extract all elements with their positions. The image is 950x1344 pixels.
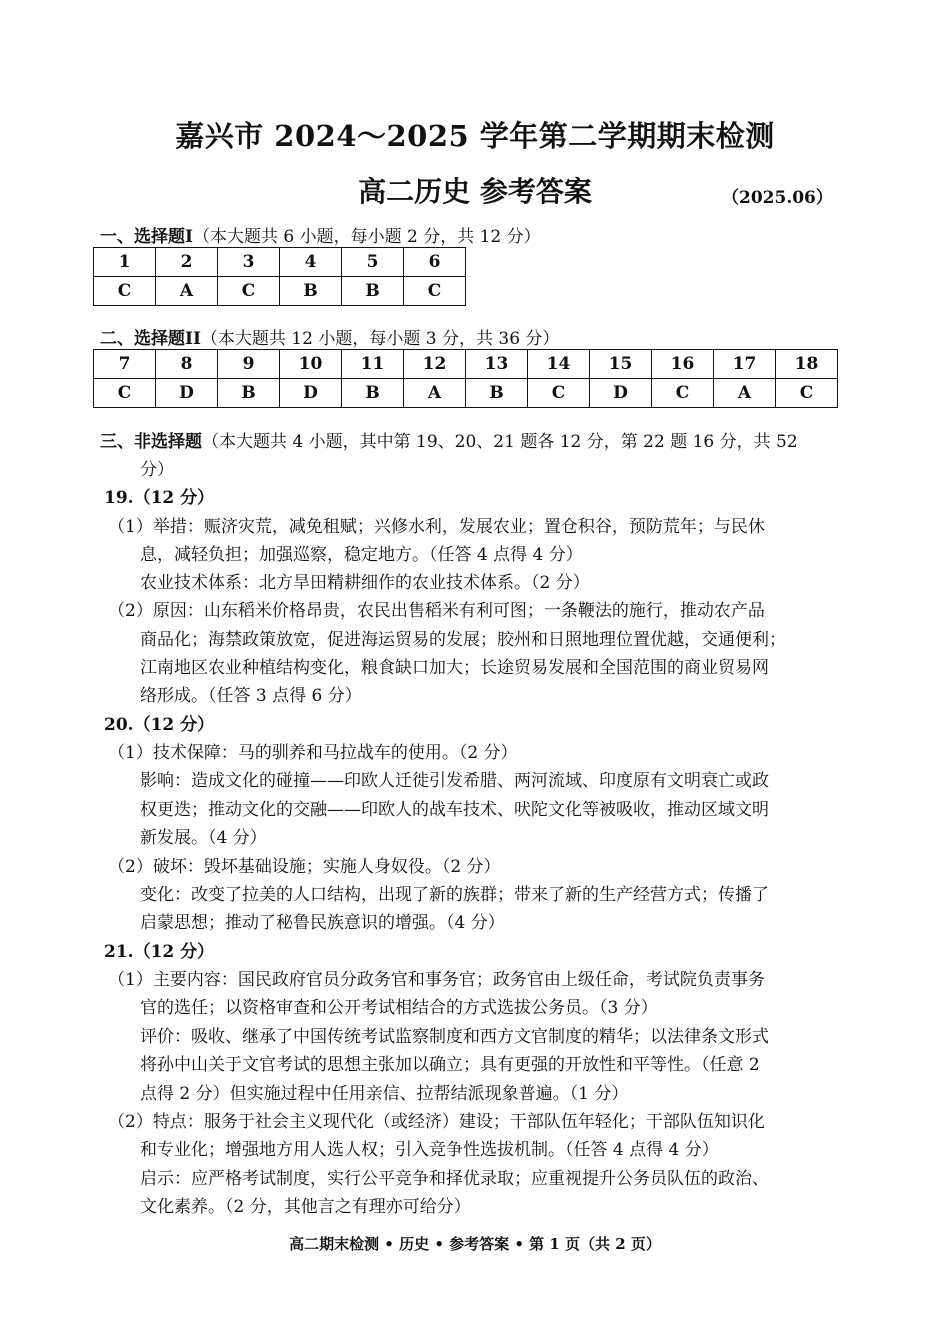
exam-title: 嘉兴市 2024～2025 学年第二学期期末检测 [175,119,775,153]
answer-line: 和专业化；增强地方用人选人权；引入竞争性选拔机制。（任答 4 点得 4 分） [140,1140,719,1160]
answer-line: （2）原因：山东稻米价格昂贵，农民出售稻米有利可图；一条鞭法的施行，推动农产品 [108,601,765,621]
table-cell: 14 [528,350,590,379]
table-cell: 16 [652,350,714,379]
table-cell: B [218,379,280,408]
section2-number-row [94,350,838,379]
section3-hint-continued: 分） [140,460,174,480]
table-cell: C [218,277,280,306]
table-cell: 10 [280,350,342,379]
table-cell: B [280,277,342,306]
table-cell: D [156,379,218,408]
exam-date: （2025.06） [722,188,833,208]
section2-answer-table [93,349,838,408]
table-cell: 12 [404,350,466,379]
table-cell: 1 [94,248,156,277]
answer-line: 将孙中山关于文官考试的思想主张加以确立；具有更强的开放性和平等性。（任意 2 [140,1055,760,1075]
answer-line: 息，减轻负担；加强巡察，稳定地方。（任答 4 点得 4 分） [140,545,583,565]
table-cell: D [280,379,342,408]
table-cell: 8 [156,350,218,379]
table-cell: A [714,379,776,408]
section2-title: 二、选择题II [100,329,201,349]
answer-line: 评价：吸收、继承了中国传统考试监察制度和西方文官制度的精华；以法律条文形式 [140,1027,769,1047]
table-cell: 5 [342,248,404,277]
table-cell: 15 [590,350,652,379]
table-cell: 7 [94,350,156,379]
section2-answer-row [94,379,838,408]
section3-hint: （本大题共 4 小题，其中第 19、20、21 题各 12 分，第 22 题 16 分，共 52 [202,432,798,452]
table-cell: B [342,379,404,408]
table-cell: C [528,379,590,408]
answer-line: 变化：改变了拉美的人口结构，出现了新的族群；带来了新的生产经营方式；传播了 [140,885,769,905]
answer-line: 启示：应严格考试制度，实行公平竞争和择优录取；应重视提升公务员队伍的政治、 [140,1169,769,1189]
answer-line: （2）特点：服务于社会主义现代化（或经济）建设；干部队伍年轻化；干部队伍知识化 [108,1112,765,1132]
table-cell: 4 [280,248,342,277]
answer-line: 文化素养。（2 分，其他言之有理亦可给分） [140,1197,471,1217]
answer-line: 权更迭；推动文化的交融——印欧人的战车技术、吠陀文化等被吸收，推动区域文明 [140,800,769,820]
section1-answer-row [94,277,466,306]
table-cell: A [404,379,466,408]
answer-line: （2）破坏：毁坏基础设施；实施人身奴役。（2 分） [108,857,501,877]
section2-heading [100,324,559,349]
table-cell: A [156,277,218,306]
table-cell: 13 [466,350,528,379]
table-cell: 6 [404,248,466,277]
table-cell: B [342,277,404,306]
table-cell: C [652,379,714,408]
table-cell: 11 [342,350,404,379]
table-cell: 18 [776,350,838,379]
answer-line: 江南地区农业种植结构变化，粮食缺口加大；长途贸易发展和全国范围的商业贸易网 [140,658,769,678]
answer-line: （1）主要内容：国民政府官员分政务官和事务官；政务官由上级任命，考试院负责事务 [108,970,765,990]
table-cell: 3 [218,248,280,277]
section3-heading [100,427,798,452]
table-cell: 9 [218,350,280,379]
answer-line: 农业技术体系：北方旱田精耕细作的农业技术体系。（2 分） [140,573,590,593]
section1-answer-table [93,247,466,306]
page-footer: 高二期末检测 • 历史 • 参考答案 • 第 1 页（共 2 页） [289,1235,661,1253]
table-cell: C [94,277,156,306]
section1-title: 一、选择题I [100,227,193,247]
section1-hint: （本大题共 6 小题，每小题 2 分，共 12 分） [192,227,541,247]
question-21-heading: 21.（12 分） [104,942,215,962]
exam-subtitle: 高二历史 参考答案 [358,175,592,208]
question-20-heading: 20.（12 分） [104,715,215,735]
answer-line: 官的选任；以资格审查和公开考试相结合的方式选拔公务员。（3 分） [140,998,658,1018]
answer-line: 络形成。（任答 3 点得 6 分） [140,686,362,706]
answer-line: 点得 2 分）但实施过程中任用亲信、拉帮结派现象普遍。（1 分） [140,1084,629,1104]
table-cell: 17 [714,350,776,379]
table-cell: C [94,379,156,408]
answer-line: （1）举措：赈济灾荒，减免租赋；兴修水利，发展农业；置仓积谷，预防荒年；与民休 [108,517,765,537]
answer-line: 启蒙思想；推动了秘鲁民族意识的增强。（4 分） [140,913,505,933]
table-cell: B [466,379,528,408]
question-19-heading: 19.（12 分） [104,488,215,508]
answer-line: 商品化；海禁政策放宽，促进海运贸易的发展；胶州和日照地理位置优越，交通便利； [140,630,786,650]
table-cell: D [590,379,652,408]
section1-heading [100,222,541,247]
answer-line: 新发展。（4 分） [140,828,267,848]
answer-line: 影响：造成文化的碰撞——印欧人迁徙引发希腊、两河流域、印度原有文明衰亡或政 [140,771,769,791]
table-cell: C [404,277,466,306]
table-cell: C [776,379,838,408]
answer-line: （1）技术保障：马的驯养和马拉战车的使用。（2 分） [108,743,518,763]
section2-hint: （本大题共 12 小题，每小题 3 分，共 36 分） [200,329,560,349]
section1-number-row [94,248,466,277]
section3-title: 三、非选择题 [100,432,202,452]
table-cell: 2 [156,248,218,277]
